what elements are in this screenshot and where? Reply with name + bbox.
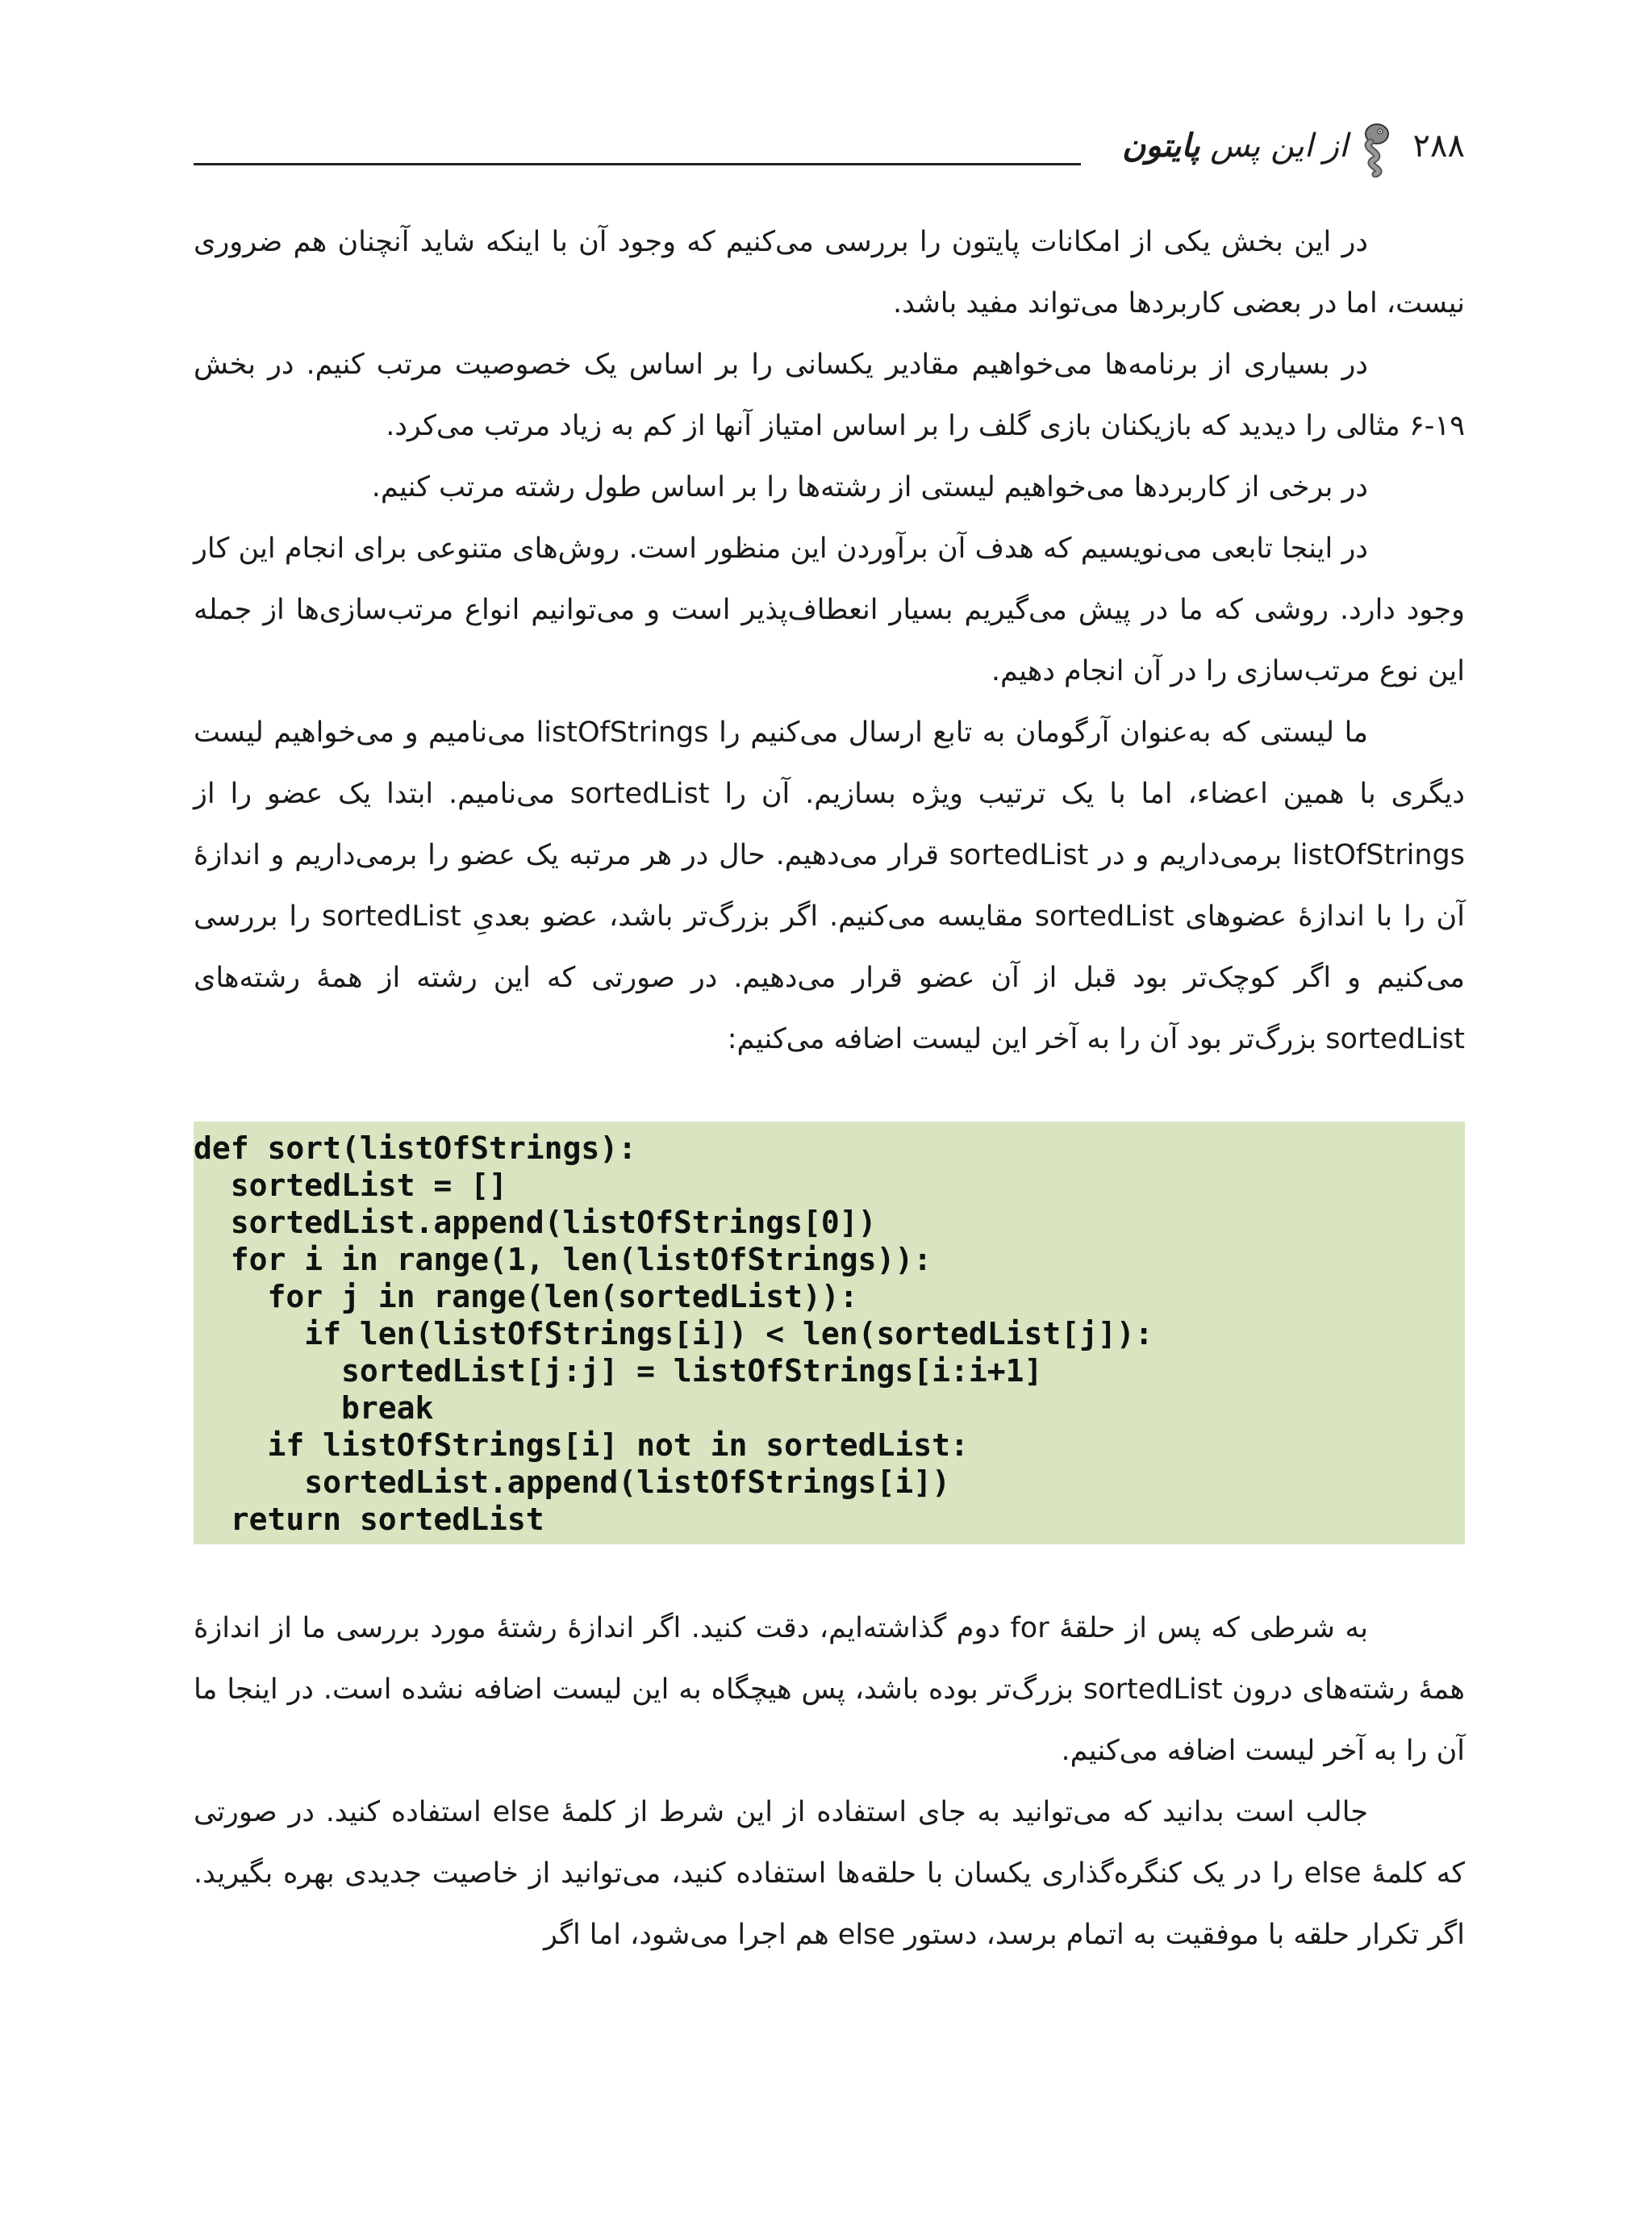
code-line: sortedList.append(listOfStrings[i]) xyxy=(194,1464,950,1500)
paragraph-intro: در این بخش یکی از امکانات پایتون را بررسی می‌کنیم که وجود آن با اینکه شاید آنچنان هم ضروری نیست، اما در بعضی کاربردها می‌تواند مفید باشد. xyxy=(194,226,1465,320)
paragraph-for-condition: به شرطی که پس از حلقهٔ for دوم گذاشته‌ایم، دقت کنید. اگر اندازهٔ رشتهٔ مورد بررسی ما از اندازهٔ همهٔ رشته‌های درون sortedList بزرگ‌تر بوده باشد، پس هیچگاه به این لیست اضافه نشده است. در اینجا ما آن را به آخر لیست اضافه می‌کنیم. xyxy=(194,1612,1465,1767)
code-line: for j in range(len(sortedList)): xyxy=(194,1279,858,1314)
code-line: break xyxy=(194,1390,434,1426)
paragraph-algorithm: ما لیستی که به‌عنوان آرگومان به تابع ارسال می‌کنیم را listOfStrings می‌نامیم و می‌خواهیم لیست دیگری با همین اعضاء، اما با یک ترتیب ویژه بسازیم. آن را sortedList می‌نامیم. ابتدا یک عضو را از listOfStrings برمی‌داریم و در sortedList قرار می‌دهیم. حال در هر مرتبه یک عضو را برمی‌داریم و اندازهٔ آن را با اندازهٔ عضوهای sortedList مقایسه می‌کنیم. اگر بزرگ‌تر باشد، عضو بعدیِ sortedList را بررسی می‌کنیم و اگر کوچک‌تر بود قبل از آن عضو قرار می‌دهیم. در صورتی که این رشته از همهٔ رشته‌های sortedList بزرگ‌تر بود آن را به آخر این لیست اضافه می‌کنیم: xyxy=(194,716,1465,1055)
code-line: if len(listOfStrings[i]) < len(sortedList[j]): xyxy=(194,1316,1153,1351)
code-line: if listOfStrings[i] not in sortedList: xyxy=(194,1427,969,1463)
page-number: ۲۸۸ xyxy=(1412,127,1465,165)
book-title-bold: پایتون xyxy=(1122,127,1200,165)
paragraph-function-intro: در اینجا تابعی می‌نویسیم که هدف آن برآوردن این منظور است. روش‌های متنوعی برای انجام این کار وجود دارد. روشی که ما در پیش می‌گیریم بسیار انعطاف‌پذیر است و می‌توانیم انواع مرتب‌سازی‌ها از جمله این نوع مرتب‌سازی را در آن انجام دهیم. xyxy=(194,533,1465,687)
code-block xyxy=(194,1122,1465,1544)
code-line: sortedList.append(listOfStrings[0]) xyxy=(194,1205,877,1240)
book-title-prefix: از این پس xyxy=(1199,127,1348,165)
page-header xyxy=(194,121,1465,178)
code-line: sortedList[j:j] = listOfStrings[i:i+1] xyxy=(194,1353,1043,1389)
book-title xyxy=(1122,127,1348,165)
page-content xyxy=(194,211,1465,1966)
code-line: sortedList = [] xyxy=(194,1168,507,1203)
code-line: return sortedList xyxy=(194,1502,544,1537)
code-line: def sort(listOfStrings): xyxy=(194,1130,637,1166)
paragraph-string-length: در برخی از کاربردها می‌خواهیم لیستی از رشته‌ها را بر اساس طول رشته مرتب کنیم. xyxy=(371,471,1368,503)
code-line: for i in range(1, len(listOfStrings)): xyxy=(194,1242,932,1277)
paragraph-sorting-need: در بسیاری از برنامه‌ها می‌خواهیم مقادیر یکسانی را بر اساس یک خصوصیت مرتب کنیم. در بخش ۱۹-۶ مثالی را دیدید که بازیکنان بازی گلف را بر اساس امتیاز آنها از کم به زیاد مرتب می‌کرد. xyxy=(194,349,1465,442)
snake-icon xyxy=(1353,121,1396,178)
paragraph-else-keyword: جالب است بدانید که می‌توانید به جای استفاده از این شرط از کلمهٔ else استفاده کنید. در صورتی که کلمهٔ else را در یک کنگره‌گذاری یکسان با حلقه‌ها استفاده کنید، می‌توانید از خاصیت جدیدی بهره بگیرید. اگر تکرار حلقه با موفقیت به اتمام برسد، دستور else هم اجرا می‌شود، اما اگر xyxy=(194,1796,1465,1951)
header-rule xyxy=(194,163,1081,165)
